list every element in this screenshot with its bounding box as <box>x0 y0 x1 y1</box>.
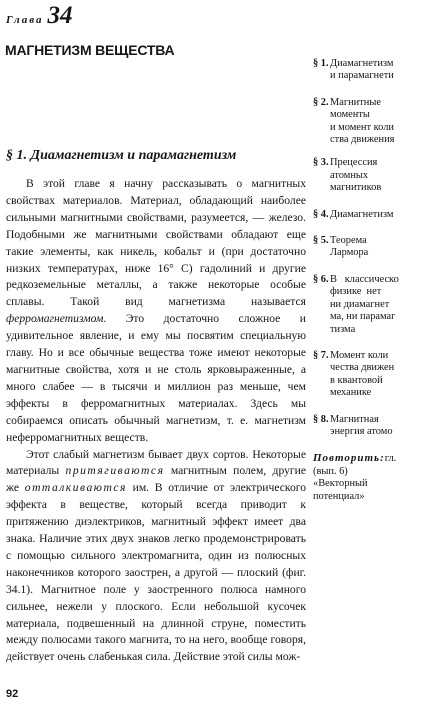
repeat-note-text: гл. (вып. 6) «Векторный потенциал» <box>313 453 397 502</box>
paragraph-1-part-2: . Это достаточно сложное и удивительное явление, и ему мы посвятим специальную главу. Но и все обычные вещества тоже имеют некоторые магнитные свойства, хотя и не столь ярковыраженные, а много слабее — в тысячи и миллион раз меньше, чем эффекты в ферромагнитных материалах. Здесь мы собираемся описать обычный магнетизм, т. е. магнетизм неферромагнитных веществ. <box>6 312 306 444</box>
toc-item-mark: § 4. <box>313 208 329 220</box>
chapter-number: 34 <box>47 2 73 29</box>
paragraph-2-part-3: им. В отличие от электрического эффекта в веществе, который всегда приводит к притяжению диэлектриков, магнитный эффект имеет два знака. Наличие этих двух знаков легко продемонстрировать с помощью сильного электромагнита, один из полюсных наконечников которого заострен, а другой — плоский (фиг. 34.1). Магнитное поле у заостренного полюса намного сильнее, нежели у плоского. Если небольшой кусочек материала, подвешенный на длинной струне, поместить между полюсами такого магнита, то на него, вообще говоря, действует очень слабенькая сила. Действие этой силы мож- <box>6 481 307 664</box>
paragraph-2-term-1: притягиваются <box>65 464 165 478</box>
toc-item-title: Диамагнетизм и парамагнети <box>330 58 394 82</box>
toc-item-mark: § 3. <box>313 157 329 169</box>
repeat-note-label: Повторить: <box>313 452 385 465</box>
toc-item-mark: § 7. <box>313 349 329 361</box>
paragraph-2-part-1: Этот слабый магнетизм бывает двух сортов. Некоторые материалы <box>6 447 306 478</box>
section-heading: § 1. Диамагнетизм и парамагнетизм <box>6 148 237 163</box>
chapter-title: МАГНЕТИЗМ ВЕЩЕСТВА <box>5 42 175 58</box>
toc-item <box>313 209 433 221</box>
toc-item-title: Теорема Лармора <box>330 235 369 259</box>
toc-item-mark: § 1. <box>313 58 329 69</box>
paragraph-1 <box>6 176 306 447</box>
page-number: 92 <box>6 688 19 700</box>
toc-item-mark: § 5. <box>313 235 329 247</box>
toc-item-title: Магнитные моменты и момент коли ства движения <box>330 96 395 146</box>
paragraph-1-part-1: В этой главе я начну рассказывать о магнитных свойствах материалов. Материал, обладающий наиболее сильными магнитными свойствами, разумеется, — железо. Подобными же магнитными свойствами обладают еще такие элементы, как никель, кобальт и (при достаточно низких температурах, ниже 16° C) гадолиний и другие редкоземельные металлы, а также некоторые особые сплавы. Такой вид магнетизма называется <box>6 177 306 309</box>
repeat-note <box>313 452 433 503</box>
paragraph-2 <box>6 447 306 667</box>
toc-item-title: В классическо физике нет ни диамагнет ма, ни парамаг тизма <box>330 273 399 335</box>
toc-item <box>313 58 433 83</box>
toc-item-mark: § 6. <box>313 273 329 285</box>
toc-item <box>313 350 433 400</box>
toc-item <box>313 157 433 194</box>
margin-contents <box>313 58 433 503</box>
toc-item <box>313 414 433 439</box>
toc-item <box>313 97 433 147</box>
toc-item-title: Диамагнетизм <box>330 208 394 220</box>
paragraph-1-term: ферромагнетизмом <box>6 312 104 326</box>
toc-item-title: Прецессия атомных магнитиков <box>330 157 382 194</box>
main-text-column <box>6 148 306 666</box>
toc-item-mark: § 2. <box>313 96 329 108</box>
toc-item-mark: § 8. <box>313 413 329 425</box>
toc-item-title: Момент коли чества движен в квантовой механике <box>330 349 395 399</box>
toc-item-title: Магнитная энергия атомо <box>330 413 393 437</box>
paragraph-2-term-2: отталкиваются <box>24 481 127 495</box>
chapter-word: Глава <box>6 14 44 26</box>
chapter-label <box>6 2 73 30</box>
toc-item <box>313 235 433 260</box>
paragraph-2-part-2: магнитным полем, другие же <box>6 464 306 495</box>
toc-item <box>313 274 433 336</box>
